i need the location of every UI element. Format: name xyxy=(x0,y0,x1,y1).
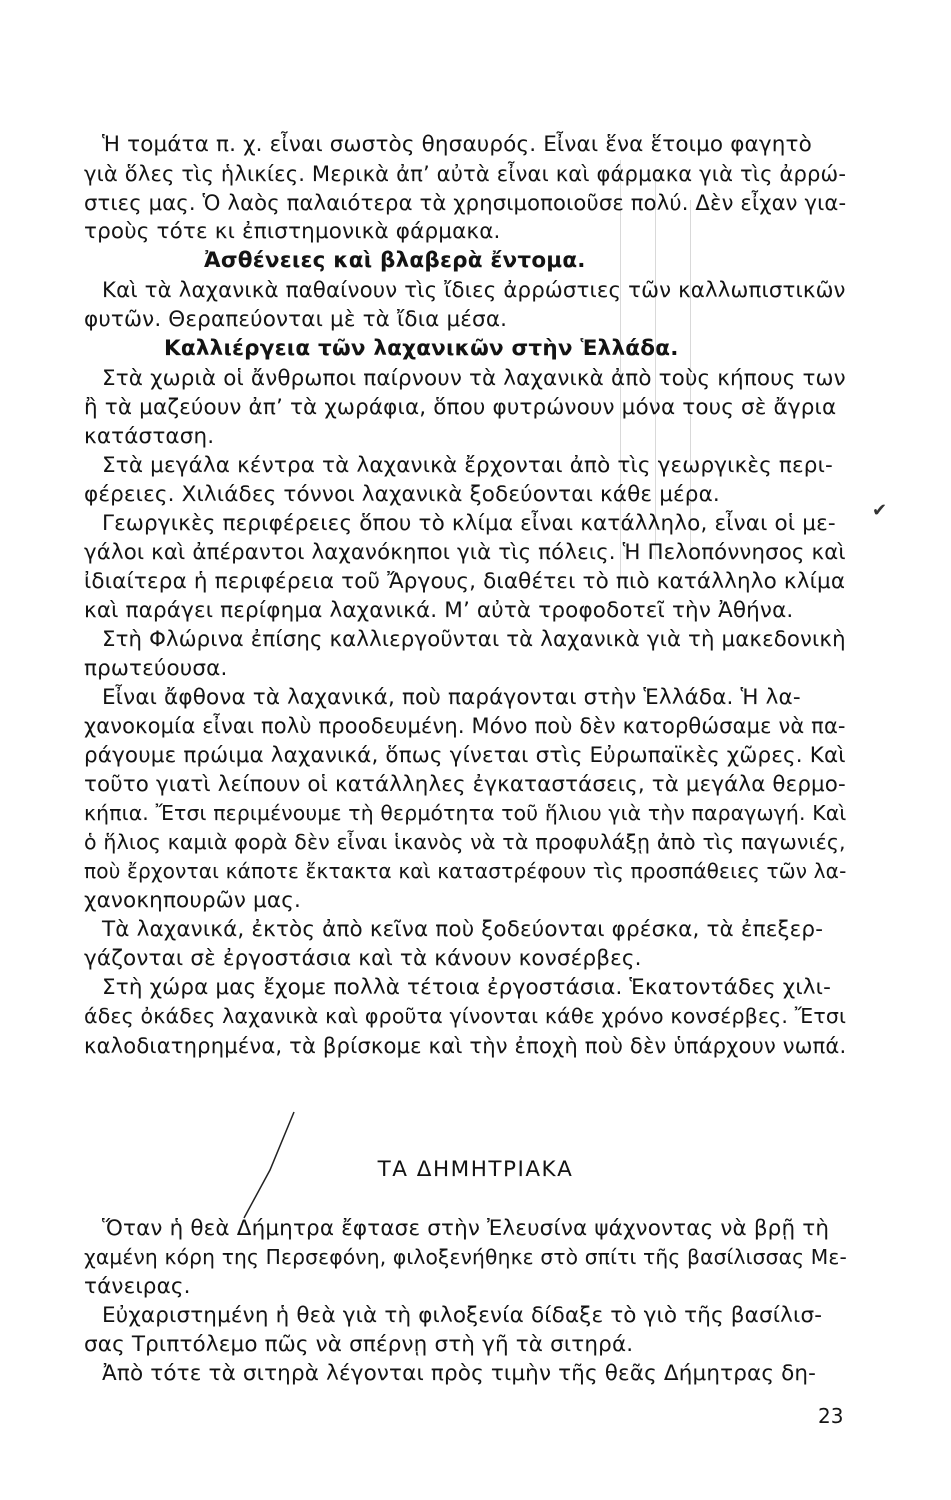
text-line: άδες ὀκάδες λαχανικὰ καὶ φροῦτα γίνονται κάθε χρόνο κονσέρβες. Ἔτσι xyxy=(84,1004,847,1028)
text-line: κήπια. Ἔτσι περιμένουμε τὴ θερμότητα τοῦ ἥλιου γιὰ τὴν παραγωγή. Καὶ xyxy=(84,801,847,825)
text-line: χαμένη κόρη της Περσεφόνη, φιλοξενήθηκε στὸ σπίτι τῆς βασίλισσας Με- xyxy=(84,1245,847,1269)
text-line: Ἀπὸ τότε τὰ σιτηρὰ λέγονται πρὸς τιμὴν τῆς θεᾶς Δήμητρας δη- xyxy=(102,1361,817,1386)
body-text-top xyxy=(84,130,846,1060)
text-line: καὶ παράγει περίφημα λαχανικά. Μ’ αὐτὰ τροφοδοτεῖ τὴν Ἀθήνα. xyxy=(84,598,794,623)
text-line: ἰδιαίτερα ἡ περιφέρεια τοῦ Ἄργους, διαθέτει τὸ πιὸ κατάλληλο κλίμα xyxy=(84,569,846,594)
text-line: ἢ τὰ μαζεύουν ἀπ’ τὰ χωράφια, ὅπου φυτρώνουν μόνα τους σὲ ἄγρια xyxy=(84,395,837,420)
text-line: σας Τριπτόλεμο πῶς νὰ σπέρνῃ στὴ γῆ τὰ σιτηρά. xyxy=(84,1332,634,1357)
text-line: γάζονται σὲ ἐργοστάσια καὶ τὰ κάνουν κονσέρβες. xyxy=(84,946,642,971)
text-line: τάνειρας. xyxy=(84,1274,191,1299)
text-line: τοῦτο γιατὶ λείπουν οἱ κατάλληλες ἐγκαταστάσεις, τὰ μεγάλα θερμο- xyxy=(84,772,846,797)
text-line: Ἡ τομάτα π. χ. εἶναι σωστὸς θησαυρός. Εἶναι ἕνα ἕτοιμο φαγητὸ xyxy=(102,132,812,157)
text-line: πρωτεύουσα. xyxy=(84,656,228,681)
page-number: 23 xyxy=(818,1404,844,1428)
text-line: κατάσταση. xyxy=(84,424,215,449)
text-line: Τὰ λαχανικά, ἐκτὸς ἀπὸ κεῖνα ποὺ ξοδεύονται φρέσκα, τὰ ἐπεξερ- xyxy=(102,917,824,942)
text-line: χανοκομία εἶναι πολὺ προοδευμένη. Μόνο ποὺ δὲν κατορθώσαμε νὰ πα- xyxy=(84,714,846,738)
text-line: Εὐχαριστημένη ἡ θεὰ γιὰ τὴ φιλοξενία δίδαξε τὸ γιὸ τῆς βασίλισ- xyxy=(102,1303,823,1328)
text-line: Στὰ μεγάλα κέντρα τὰ λαχανικὰ ἔρχονται ἀπὸ τὶς γεωργικὲς περι- xyxy=(102,453,833,478)
text-line: φυτῶν. Θεραπεύονται μὲ τὰ ἴδια μέσα. xyxy=(84,307,508,332)
heading-diseases: Ἀσθένειες καὶ βλαβερὰ ἔντομα. xyxy=(204,248,586,273)
text-line: ὁ ἥλιος καμιὰ φορὰ δὲν εἶναι ἱκανὸς νὰ τὰ προφυλάξῃ ἀπὸ τὶς παγωνιές, xyxy=(84,830,846,854)
text-line: τροὺς τότε κι ἐπιστημονικὰ φάρμακα. xyxy=(84,219,501,244)
text-line: Στὴ Φλώρινα ἐπίσης καλλιεργοῦνται τὰ λαχανικὰ γιὰ τὴ μακεδονικὴ xyxy=(102,627,846,652)
body-text-bottom xyxy=(84,1214,846,1388)
heading-cultivation: Καλλιέργεια τῶν λαχανικῶν στὴν Ἑλλάδα. xyxy=(164,336,679,361)
section-title: ΤΑ ΔΗΜΗΤΡΙΑΚΑ xyxy=(377,1157,574,1182)
text-line: Γεωργικὲς περιφέρειες ὅπου τὸ κλίμα εἶναι κατάλληλο, εἶναι οἱ με- xyxy=(102,511,836,536)
text-line: Στὴ χώρα μας ἔχομε πολλὰ τέτοια ἐργοστάσια. Ἑκατοντάδες χιλι- xyxy=(102,975,832,1000)
margin-mark: ✔ xyxy=(872,500,888,521)
text-line: Ὅταν ἡ θεὰ Δήμητρα ἔφτασε στὴν Ἐλευσίνα ψάχνοντας νὰ βρῇ τὴ xyxy=(102,1216,830,1241)
text-line: ποὺ ἔρχονται κάποτε ἔκτακτα καὶ καταστρέφουν τὶς προσπάθειες τῶν λα- xyxy=(84,859,847,883)
text-line: στιες μας. Ὁ λαὸς παλαιότερα τὰ χρησιμοποιοῦσε πολύ. Δὲν εἶχαν για- xyxy=(84,190,847,215)
text-line: καλοδιατηρημένα, τὰ βρίσκομε καὶ τὴν ἐποχὴ ποὺ δὲν ὑπάρχουν νωπά. xyxy=(84,1033,847,1058)
text-line: ράγουμε πρώιμα λαχανικά, ὅπως γίνεται στὶς Εὐρωπαϊκὲς χῶρες. Καὶ xyxy=(84,743,846,768)
text-line: φέρειες. Χιλιάδες τόννοι λαχανικὰ ξοδεύονται κάθε μέρα. xyxy=(84,482,720,507)
text-line: γιὰ ὅλες τὶς ἡλικίες. Μερικὰ ἀπ’ αὐτὰ εἶναι καὶ φάρμακα γιὰ τὶς ἀρρώ- xyxy=(84,161,847,186)
text-line: χανοκηπουρῶν μας. xyxy=(84,888,301,913)
text-line: Εἶναι ἄφθονα τὰ λαχανικά, ποὺ παράγονται στὴν Ἑλλάδα. Ἡ λα- xyxy=(102,685,801,710)
text-line: γάλοι καὶ ἀπέραντοι λαχανόκηποι γιὰ τὶς πόλεις. Ἡ Πελοπόννησος καὶ xyxy=(84,540,846,565)
text-line: Καὶ τὰ λαχανικὰ παθαίνουν τὶς ἴδιες ἀρρώστιες τῶν καλλωπιστικῶν xyxy=(102,278,846,303)
text-line: Στὰ χωριὰ οἱ ἄνθρωποι παίρνουν τὰ λαχανικὰ ἀπὸ τοὺς κήπους των xyxy=(102,366,846,391)
